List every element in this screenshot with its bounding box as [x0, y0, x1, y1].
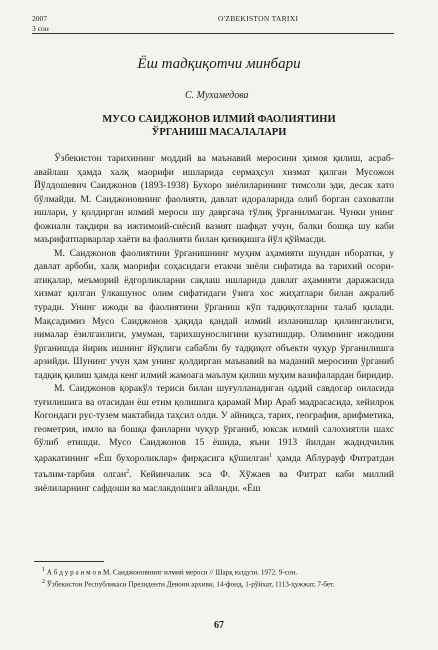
- header-issue: 3 сон: [32, 24, 49, 33]
- footnote-number: 1: [42, 567, 45, 573]
- paragraph-text: М. Саиджонов қоракўл териси билан шуғулланадиган оддий савдогар оиласида туғилишига ва отасидан ёш етим қолишига қарамай Мир Араб мадрасасида, хейилрок Когондаги рус-тузем мактабида таҳсил олди. У айниқса, тарих, география, арифметика, геометрия, имло ва бошқа фанларни чуқур ўрганиб, юксак илмий салохиятли шахс бўлиб етишди. Мусо Саиджонов 15 ёшида, яъни 1913 йилдан жадидчилик ҳаракатининг «Ёш бухороликлар» фирқасига қўшилган: [34, 383, 394, 465]
- footnote: [34, 578, 394, 590]
- footnote-text: Ўзбекистон Республикаси Президенти Девони архиви, 14-фонд, 1-рўйхат, 1113-ҳужжат, 7-бет.: [45, 580, 335, 589]
- header-year: 2007: [32, 14, 47, 23]
- article-author: С. Мухамедова: [185, 90, 249, 101]
- footnote-divider: [34, 561, 104, 562]
- article-title: [0, 113, 438, 139]
- footnote-number: 2: [42, 578, 45, 585]
- footnote: [34, 566, 394, 578]
- paragraph-text: ҳамда Аблурауф Фитратдан таълим-тарбия олган: [34, 453, 394, 480]
- header-divider: [32, 33, 394, 34]
- article-body: [34, 152, 394, 495]
- header-journal-title: O'ZBEKISTON TARIXI: [218, 14, 299, 23]
- footnote-text: А б д у р а и м о в М. Саиджоновнинг илмий мероси // Шарқ юлдузи. 1972. 9-сон.: [45, 568, 298, 577]
- footnotes: [34, 566, 394, 590]
- title-line: МУСО САИДЖОНОВ ИЛМИЙ ФАОЛИЯТИНИ: [102, 114, 336, 125]
- body-paragraph: Ўзбекистон тарихининг моддий ва маънавий меросини ҳимоя қилиш, асраб-авайлаш ҳамда халқ маорифи ишларида сермаҳсул хизмат қилган Мусожон Йўлдошевич Саиджонов (1893-1938) Бухоро зиёлиларининг тимсоли эди, десак хато бўлмайди. М. Саиджоновнинг фаолияти, давлат идораларида олиб борган саховатли ишлари, у қолдирган илмий мероси шу давргача тўлиқ ўрганилмаган. Чунки унинг фожиали тақдири ва ижтимоий-сиёсий вазият шафқат учун, балки бошқа шу каби маърифатпарварлар хаёти ва фаолияти билан қизиқишга йўл қўймасди.: [34, 153, 394, 246]
- footnote-ref: 1: [269, 453, 273, 460]
- body-paragraph: М. Саиджонов фаолиятини ўрганишнинг муҳим аҳамияти шундан иборатки, у давлат арбоби, халқ маорифи соҳасидаги етакчи зиёли сифатида ва тарихий осори-атиқалар, меъморий ёдгорликларни сақлаш ишларида давлат аҳамияти даражасида хизмат қилган ўлкашунос олим сифатидаги ўзига хос жиҳатлари билан ажралиб туради. Унинг ижоди ва фаолиятини ўрганиш кўп тадқиқотларни талаб қилади. Мақсадимиз Мусо Саиджонов ҳақида қандай илмий изланишлар қилинганлиги, нималар ёзилганлиги, умуман, тарихшунослигини кузатишдир. Олимнинг ижодини ўрганишда йирик ишнинг йўқлиги сабабли бу тадқиқот объекти чуқур ўрганилишга арзийди. Шунинг учун ҳам унинг қолдирган маънавий ва маданий меросини ўрганиб тадқиқ қилиш ҳамда кенг илмий жамоага маълум қилиш муҳим вазифалардан биридир.: [34, 247, 394, 381]
- title-line: ЎРГАНИШ МАСАЛАЛАРИ: [151, 127, 287, 138]
- footnote-ref: 2: [126, 468, 130, 475]
- body-paragraph: [34, 382, 394, 495]
- page-number: 67: [214, 620, 224, 631]
- paragraph-text: . Кейинчалик эса Ф. Хўжаев ва Фитрат каби миллий зиёлиларнинг сафдоши ва маслакдошига айланди. «Ёш: [34, 468, 394, 494]
- section-rubric: Ёш тадқиқотчи минбари: [137, 56, 301, 72]
